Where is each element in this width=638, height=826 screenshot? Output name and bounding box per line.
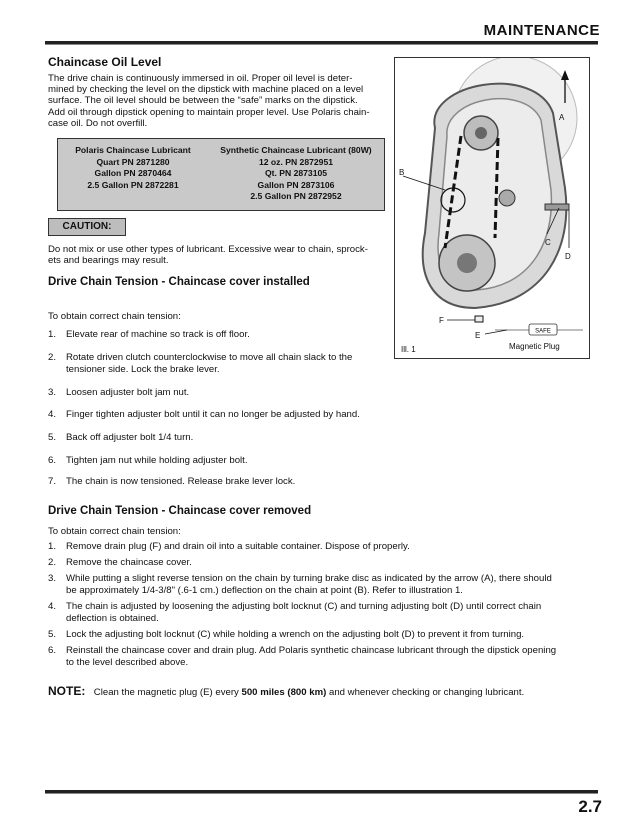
caution-line: ets and bearings may result. [48, 255, 169, 267]
step-text: Elevate rear of machine so track is off floor. [66, 329, 250, 340]
step-text [66, 352, 352, 375]
dipstick-safe-text: SAFE [535, 328, 551, 335]
chaincase-drawing [395, 58, 589, 358]
caution-label: CAUTION: [48, 218, 126, 236]
note-label: NOTE: [48, 684, 86, 698]
paragraph-line: case oil. Do not overfill. [48, 117, 148, 129]
installed-heading: Drive Chain Tension - Chaincase cover installed [48, 276, 310, 288]
step-line: tensioner side. Lock the brake lever. [66, 363, 220, 375]
synthetic-lubricant-list [208, 145, 384, 203]
callout-e: E [475, 331, 481, 340]
step-number: 1. [48, 329, 57, 340]
callout-b: B [399, 168, 405, 177]
drain-plug [475, 316, 483, 322]
figure-caption: Ill. 1 [401, 345, 416, 354]
step-number: 6. [48, 455, 57, 466]
lubricant-line: Qt. PN 2873105 [264, 168, 328, 178]
callout-d: D [565, 252, 571, 261]
step-number: 4. [48, 601, 57, 612]
step-text [66, 645, 556, 668]
step-number: 2. [48, 557, 57, 568]
footer-rule [45, 790, 598, 794]
step-number: 3. [48, 573, 57, 584]
step-number: 7. [48, 476, 57, 487]
removed-heading: Drive Chain Tension - Chaincase cover removed [48, 505, 312, 517]
header-rule [45, 41, 598, 45]
paragraph-line: surface. The oil level should be between the “safe” marks on the dipstick. [48, 95, 358, 107]
step-text [66, 601, 541, 624]
callout-a: A [559, 113, 565, 122]
step-text: Tighten jam nut while holding adjuster bolt. [66, 455, 248, 466]
lubricant-box [57, 138, 385, 211]
arrow-head-icon [561, 70, 569, 80]
step-line: While putting a slight reverse tension on the chain by turning brake disc as indicated by the arrow (A), there should [66, 573, 552, 584]
step-text: The chain is now tensioned. Release brake lever lock. [66, 476, 296, 487]
note-text-end: and whenever checking or changing lubricant. [326, 687, 525, 698]
bottom-sprocket-hub [457, 253, 477, 273]
installed-intro: To obtain correct chain tension: [48, 311, 181, 322]
step-text: Remove the chaincase cover. [66, 557, 192, 568]
lubricant-line: Quart PN 2871280 [96, 156, 170, 167]
step-number: 4. [48, 409, 57, 420]
magnetic-plug-label: Magnetic Plug [509, 342, 560, 351]
step-number: 2. [48, 352, 57, 363]
step-line: Reinstall the chaincase cover and drain plug. Add Polaris synthetic chaincase lubricant through the dipstick opening [66, 645, 557, 656]
step-number: 5. [48, 432, 57, 443]
leader-e [485, 330, 507, 334]
step-text: Finger tighten adjuster bolt until it can no longer be adjusted by hand. [66, 409, 360, 420]
oil-level-heading: Chaincase Oil Level [48, 55, 162, 69]
step-text: Loosen adjuster bolt jam nut. [66, 387, 190, 398]
lubricant-line: 2.5 Gallon PN 2872952 [250, 191, 342, 201]
chaincase-illustration [394, 57, 590, 359]
note [48, 682, 524, 700]
section-title: MAINTENANCE [483, 22, 600, 39]
paragraph-line: mined by checking the level on the dipstick with machine placed on a level [48, 84, 364, 96]
paragraph-line: Add oil through dipstick opening to maintain proper level. Use Polaris chain- [48, 106, 370, 118]
step-number: 1. [48, 541, 57, 552]
caution-line: Do not mix or use other types of lubricant. Excessive wear to chain, sprock- [48, 244, 368, 255]
oil-level-paragraph [48, 73, 393, 129]
callout-c: C [545, 238, 551, 247]
step-text: Back off adjuster bolt 1/4 turn. [66, 432, 194, 443]
top-sprocket-hub [475, 127, 487, 139]
page-number: 2.7 [578, 797, 602, 816]
caution-text [48, 244, 393, 266]
step-line: to the level described above. [66, 656, 189, 668]
lubricant-line: Gallon PN 2870464 [94, 168, 172, 178]
step-number: 6. [48, 645, 57, 656]
lubricant-line: 2.5 Gallon PN 2872281 [87, 179, 179, 190]
lubricant-line: Polaris Chaincase Lubricant [75, 145, 191, 155]
step-line: The chain is adjusted by loosening the adjusting bolt locknut (C) and turning adjusting bolt (D) until correct chain [66, 601, 542, 612]
lubricant-line: Synthetic Chaincase Lubricant (80W) [220, 145, 372, 155]
callout-f: F [439, 316, 444, 325]
removed-intro: To obtain correct chain tension: [48, 526, 181, 537]
tensioner-wheel [499, 190, 515, 206]
step-text: Remove drain plug (F) and drain oil into a suitable container. Dispose of properly. [66, 541, 410, 552]
note-text: Clean the magnetic plug (E) every [93, 687, 242, 698]
step-number: 3. [48, 387, 57, 398]
polaris-lubricant-list [58, 145, 208, 191]
step-number: 5. [48, 629, 57, 640]
note-emphasis: 500 miles (800 km) [241, 687, 327, 698]
step-line: be approximately 1/4-3/8" (.6-1 cm.) deflection on the chain at point (B). Refer to illustration 1. [66, 584, 463, 596]
lubricant-line: 12 oz. PN 2872951 [258, 156, 334, 167]
step-text: Lock the adjusting bolt locknut (C) while holding a wrench on the adjusting bolt (D) to prevent it from turning. [66, 629, 525, 640]
lubricant-line: Gallon PN 2873106 [257, 179, 335, 190]
step-line: deflection is obtained. [66, 612, 159, 624]
adjusting-bolt [545, 204, 569, 210]
paragraph-line: The drive chain is continuously immersed in oil. Proper oil level is deter- [48, 73, 353, 84]
step-line: Rotate driven clutch counterclockwise to move all chain slack to the [66, 352, 353, 363]
step-text [66, 573, 552, 596]
